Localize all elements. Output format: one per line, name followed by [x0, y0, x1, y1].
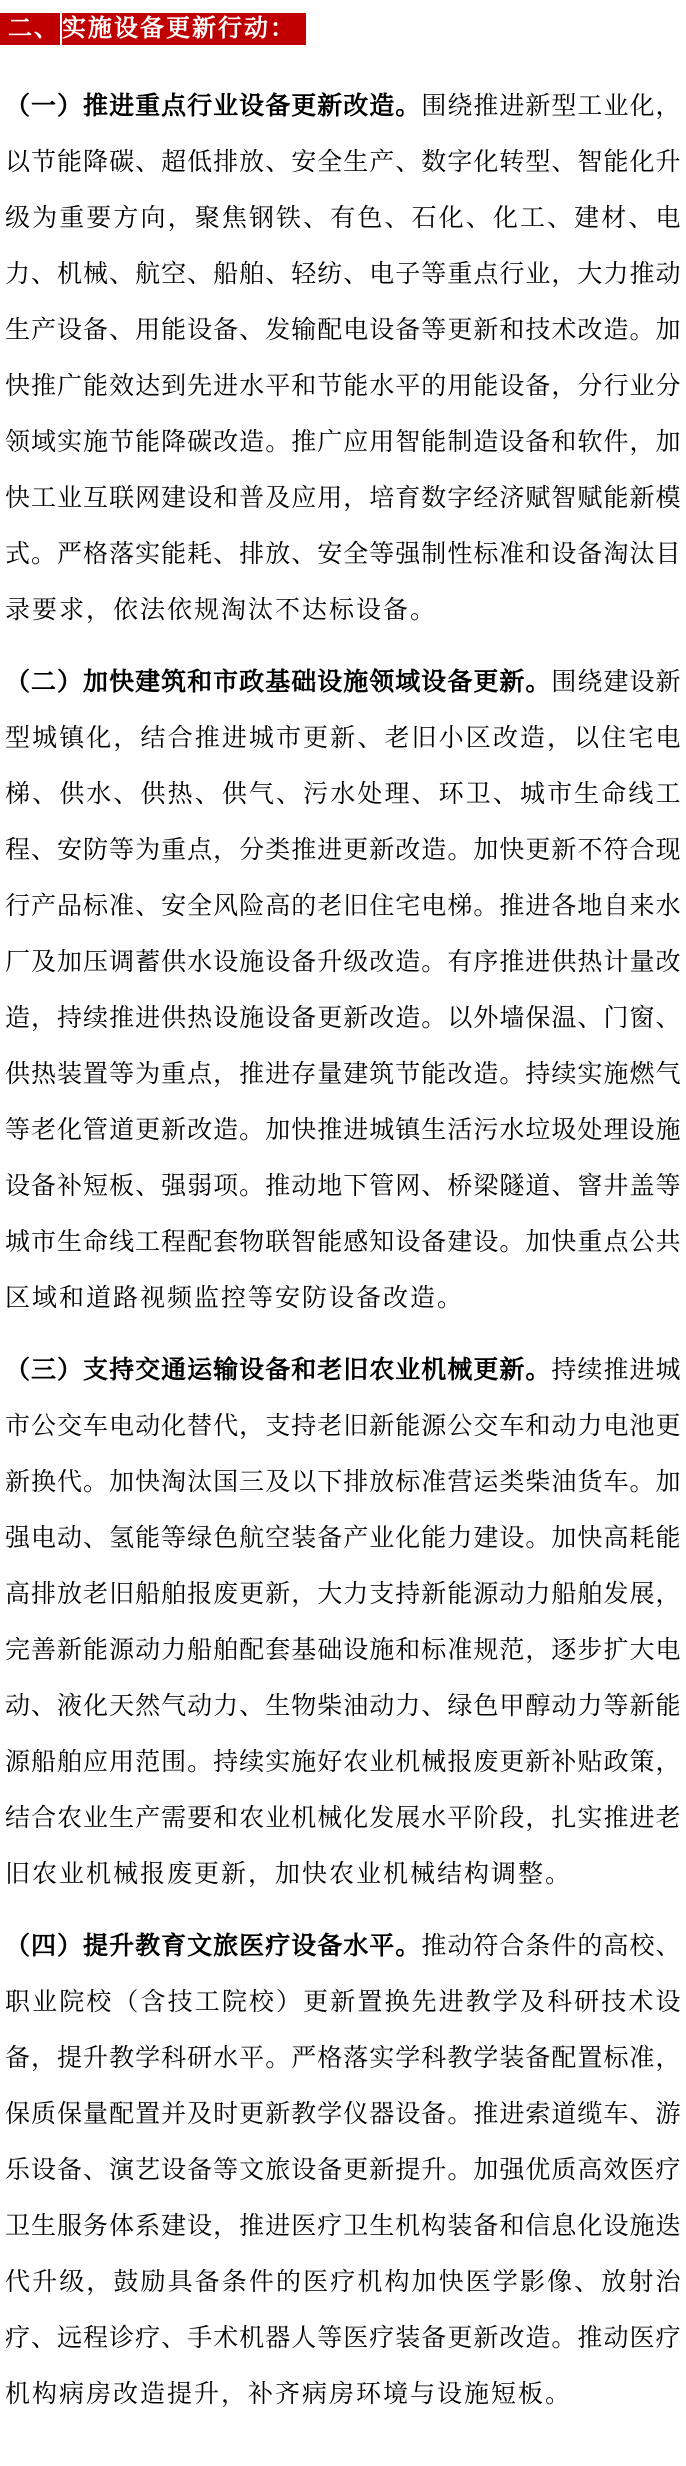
text-line: [5, 1046, 681, 1102]
paragraph-lead-bold: （三）支持交通运输设备和老旧农业机械更新。: [5, 1356, 552, 1384]
text-line: [5, 990, 681, 1046]
paragraph-text: 市公交车电动化替代，支持老旧新能源公交车和动力电池更: [5, 1412, 681, 1440]
text-line: [5, 2142, 681, 2198]
paragraph-text: 区域和道路视频监控等安防设备改造。: [5, 1284, 465, 1312]
text-line: [5, 2198, 681, 2254]
paragraph-text: 旧农业机械报废更新，加快农业机械结构调整。: [5, 1860, 573, 1888]
paragraph-text: 造，持续推进供热设施设备更新改造。以外墙保温、门窗、: [5, 1004, 681, 1032]
text-line: [5, 1342, 681, 1398]
text-line: [5, 358, 681, 414]
paragraph-text: 机构病房改造提升，补齐病房环境与设施短板。: [5, 2380, 573, 2408]
text-line: [5, 1270, 681, 1326]
paragraph-text: 动、液化天然气动力、生物柴油动力、绿色甲醇动力等新能: [5, 1692, 681, 1720]
paragraph-text: 式。严格落实能耗、排放、安全等强制性标准和设备淘汰目: [5, 540, 681, 568]
text-line: [5, 1678, 681, 1734]
paragraph-text: 围绕建设新: [551, 668, 681, 696]
text-line: [5, 2366, 681, 2422]
paragraph-text: 备，提升教学科研水平。严格落实学科教学装备配置标准，: [5, 2044, 681, 2072]
paragraph-text: 围绕推进新型工业化，: [421, 92, 681, 120]
text-line: [5, 2030, 681, 2086]
paragraph-1: [5, 78, 681, 638]
paragraph-text: 力、机械、航空、船舶、轻纺、电子等重点行业，大力推动: [5, 260, 681, 288]
paragraph-lead-bold: （一）推进重点行业设备更新改造。: [5, 92, 422, 120]
text-line: [5, 470, 681, 526]
paragraph-lead-bold: （二）加快建筑和市政基础设施领域设备更新。: [5, 668, 552, 696]
text-line: [5, 878, 681, 934]
paragraph-text: 推动符合条件的高校、: [421, 1932, 681, 1960]
paragraph-text: 职业院校（含技工院校）更新置换先进教学及科研技术设: [5, 1988, 681, 2016]
paragraph-text: 梯、供水、供热、供气、污水处理、环卫、城市生命线工: [5, 780, 681, 808]
text-line: [5, 414, 681, 470]
text-line: [5, 1734, 681, 1790]
section-heading-number: 二、: [0, 13, 60, 45]
text-line: [5, 526, 681, 582]
paragraph-text: 乐设备、演艺设备等文旅设备更新提升。加强优质高效医疗: [5, 2156, 681, 2184]
text-line: [5, 1214, 681, 1270]
paragraph-text: 快推广能效达到先进水平和节能水平的用能设备，分行业分: [5, 372, 681, 400]
text-line: [5, 2254, 681, 2310]
paragraph-lead-bold: （四）提升教育文旅医疗设备水平。: [5, 1932, 422, 1960]
paragraph-text: 新换代。加快淘汰国三及以下排放标准营运类柴油货车。加: [5, 1468, 681, 1496]
text-line: [5, 2310, 681, 2366]
paragraph-text: 行产品标准、安全风险高的老旧住宅电梯。推进各地自来水: [5, 892, 681, 920]
text-line: [5, 1622, 681, 1678]
paragraph-text: 型城镇化，结合推进城市更新、老旧小区改造，以住宅电: [5, 724, 681, 752]
text-line: [5, 1790, 681, 1846]
text-line: [5, 710, 681, 766]
paragraph-4: [5, 1918, 681, 2422]
paragraph-text: 结合农业生产需要和农业机械化发展水平阶段，扎实推进老: [5, 1804, 681, 1832]
paragraph-3: [5, 1342, 681, 1902]
paragraph-text: 源船舶应用范围。持续实施好农业机械报废更新补贴政策，: [5, 1748, 681, 1776]
paragraph-text: 持续推进城: [551, 1356, 681, 1384]
text-line: [5, 582, 681, 638]
paragraph-text: 设备补短板、强弱项。推动地下管网、桥梁隧道、窨井盖等: [5, 1172, 681, 1200]
paragraph-text: 卫生服务体系建设，推进医疗卫生机构装备和信息化设施迭: [5, 2212, 681, 2240]
paragraph-text: 代升级，鼓励具备条件的医疗机构加快医学影像、放射治: [5, 2268, 681, 2296]
section-heading-title: 实施设备更新行动：: [62, 13, 306, 45]
paragraph-text: 高排放老旧船舶报废更新，大力支持新能源动力船舶发展，: [5, 1580, 681, 1608]
paragraph-text: 生产设备、用能设备、发输配电设备等更新和技术改造。加: [5, 316, 681, 344]
paragraph-text: 疗、远程诊疗、手术机器人等医疗装备更新改造。推动医疗: [5, 2324, 681, 2352]
paragraph-text: 程、安防等为重点，分类推进更新改造。加快更新不符合现: [5, 836, 681, 864]
text-line: [5, 1918, 681, 1974]
paragraph-text: 领域实施节能降碳改造。推广应用智能制造设备和软件，加: [5, 428, 681, 456]
paragraph-text: 级为重要方向，聚焦钢铁、有色、石化、化工、建材、电: [5, 204, 681, 232]
paragraph-text: 快工业互联网建设和普及应用，培育数字经济赋智赋能新模: [5, 484, 681, 512]
text-line: [5, 134, 681, 190]
text-line: [5, 766, 681, 822]
paragraph-text: 录要求，依法依规淘汰不达标设备。: [5, 596, 438, 624]
text-line: [5, 1974, 681, 2030]
text-line: [5, 2086, 681, 2142]
paragraph-2: [5, 654, 681, 1326]
text-line: [5, 78, 681, 134]
document-body: [0, 78, 686, 2422]
text-line: [5, 1846, 681, 1902]
paragraph-text: 等老化管道更新改造。加快推进城镇生活污水垃圾处理设施: [5, 1116, 681, 1144]
text-line: [5, 246, 681, 302]
text-line: [5, 1398, 681, 1454]
text-line: [5, 934, 681, 990]
paragraph-text: 保质保量配置并及时更新教学仪器设备。推进索道缆车、游: [5, 2100, 681, 2128]
text-line: [5, 654, 681, 710]
text-line: [5, 822, 681, 878]
text-line: [5, 1102, 681, 1158]
text-line: [5, 190, 681, 246]
document-page: [0, 13, 686, 2466]
text-line: [5, 1566, 681, 1622]
paragraph-text: 强电动、氢能等绿色航空装备产业化能力建设。加快高耗能: [5, 1524, 681, 1552]
text-line: [5, 1454, 681, 1510]
section-heading: [0, 13, 686, 45]
paragraph-text: 厂及加压调蓄供水设施设备升级改造。有序推进供热计量改: [5, 948, 681, 976]
text-line: [5, 1158, 681, 1214]
paragraph-text: 以节能降碳、超低排放、安全生产、数字化转型、智能化升: [5, 148, 681, 176]
text-line: [5, 302, 681, 358]
text-line: [5, 1510, 681, 1566]
paragraph-text: 完善新能源动力船舶配套基础设施和标准规范，逐步扩大电: [5, 1636, 681, 1664]
paragraph-text: 供热装置等为重点，推进存量建筑节能改造。持续实施燃气: [5, 1060, 681, 1088]
paragraph-text: 城市生命线工程配套物联智能感知设备建设。加快重点公共: [5, 1228, 681, 1256]
